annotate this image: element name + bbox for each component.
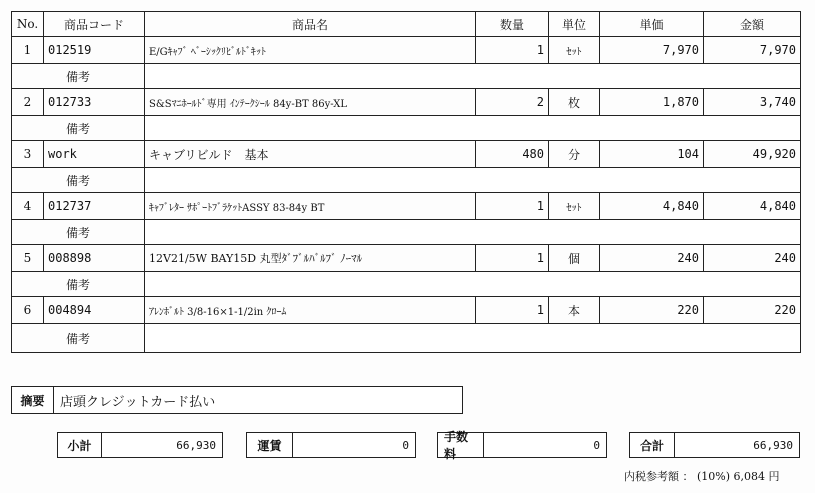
table-row bbox=[12, 89, 801, 116]
table-row bbox=[12, 193, 801, 220]
item-unit: 個 bbox=[549, 245, 600, 272]
item-code: 012519 bbox=[44, 37, 145, 64]
item-price: 220 bbox=[600, 297, 704, 324]
items-table bbox=[11, 11, 801, 353]
remark-value bbox=[145, 116, 801, 141]
item-amount: 3,740 bbox=[704, 89, 801, 116]
item-price: 1,870 bbox=[600, 89, 704, 116]
item-amount: 49,920 bbox=[704, 141, 801, 168]
remark-value bbox=[145, 272, 801, 297]
remark-label: 備考 bbox=[12, 168, 145, 193]
header-row bbox=[12, 12, 801, 37]
remark-row bbox=[12, 168, 801, 193]
header-no: No. bbox=[12, 12, 44, 37]
item-unit: 本 bbox=[549, 297, 600, 324]
fee-value: 0 bbox=[593, 438, 600, 452]
header-name: 商品名 bbox=[145, 12, 476, 37]
remark-value bbox=[145, 324, 801, 353]
total-label: 合計 bbox=[630, 433, 675, 457]
remark-row bbox=[12, 116, 801, 141]
fee-box bbox=[437, 430, 607, 461]
item-code: 012733 bbox=[44, 89, 145, 116]
summary-box bbox=[11, 386, 463, 414]
item-name: E/Gｷｬﾌﾞ ﾍﾞｰｼｯｸﾘﾋﾞﾙﾄﾞｷｯﾄ bbox=[145, 37, 476, 64]
item-price: 240 bbox=[600, 245, 704, 272]
item-code: 012737 bbox=[44, 193, 145, 220]
item-code: 008898 bbox=[44, 245, 145, 272]
remark-value bbox=[145, 64, 801, 89]
subtotal-label: 小計 bbox=[58, 433, 102, 457]
item-qty: 480 bbox=[476, 141, 549, 168]
total-box bbox=[629, 432, 800, 458]
shipping-box bbox=[246, 432, 416, 458]
remark-label: 備考 bbox=[12, 272, 145, 297]
header-unit: 単位 bbox=[549, 12, 600, 37]
item-unit: 分 bbox=[549, 141, 600, 168]
header-code: 商品コード bbox=[44, 12, 145, 37]
fee-label: 手数料 bbox=[438, 433, 484, 457]
summary-label: 摘要 bbox=[12, 387, 54, 413]
item-qty: 1 bbox=[476, 193, 549, 220]
remark-row bbox=[12, 64, 801, 89]
subtotal-box bbox=[57, 432, 223, 458]
item-name: ｱﾚﾝﾎﾞﾙﾄ 3/8-16×1-1/2in ｸﾛｰﾑ bbox=[145, 297, 476, 324]
remark-value bbox=[145, 168, 801, 193]
table-row bbox=[12, 297, 801, 324]
remark-row bbox=[12, 324, 801, 353]
item-name: ｷｬﾌﾞﾚﾀｰ ｻﾎﾟｰﾄﾌﾞﾗｹｯﾄASSY 83-84y BT bbox=[145, 193, 476, 220]
remark-label: 備考 bbox=[12, 324, 145, 353]
item-qty: 1 bbox=[476, 37, 549, 64]
item-code: work bbox=[44, 141, 145, 168]
item-name: キャブリビルド 基本 bbox=[145, 141, 476, 168]
item-no: 3 bbox=[12, 141, 44, 168]
table-row bbox=[12, 37, 801, 64]
item-amount: 7,970 bbox=[704, 37, 801, 64]
item-unit: ｾｯﾄ bbox=[549, 37, 600, 64]
header-qty: 数量 bbox=[476, 12, 549, 37]
item-price: 4,840 bbox=[600, 193, 704, 220]
item-unit: ｾｯﾄ bbox=[549, 193, 600, 220]
total-value: 66,930 bbox=[753, 438, 793, 452]
item-name: S&Sﾏﾆﾎｰﾙﾄﾞ専用 ｲﾝﾃｰｸｼｰﾙ 84y-BT 86y-XL bbox=[145, 89, 476, 116]
summary-value: 店頭クレジットカード払い bbox=[60, 394, 216, 410]
shipping-value: 0 bbox=[402, 438, 409, 452]
item-no: 6 bbox=[12, 297, 44, 324]
remark-label: 備考 bbox=[12, 64, 145, 89]
item-name: 12V21/5W BAY15D 丸型ﾀﾞﾌﾞﾙﾊﾞﾙﾌﾞ ﾉｰﾏﾙ bbox=[145, 245, 476, 272]
item-no: 5 bbox=[12, 245, 44, 272]
remark-label: 備考 bbox=[12, 116, 145, 141]
item-code: 004894 bbox=[44, 297, 145, 324]
shipping-label: 運賃 bbox=[247, 433, 293, 457]
header-price: 単価 bbox=[600, 12, 704, 37]
item-qty: 2 bbox=[476, 89, 549, 116]
item-unit: 枚 bbox=[549, 89, 600, 116]
remark-label: 備考 bbox=[12, 220, 145, 245]
table-row bbox=[12, 245, 801, 272]
item-price: 7,970 bbox=[600, 37, 704, 64]
item-amount: 4,840 bbox=[704, 193, 801, 220]
item-amount: 220 bbox=[704, 297, 801, 324]
subtotal-value: 66,930 bbox=[176, 438, 216, 452]
item-no: 1 bbox=[12, 37, 44, 64]
item-amount: 240 bbox=[704, 245, 801, 272]
item-no: 2 bbox=[12, 89, 44, 116]
tax-note: 内税参考額 ： (10%) 6,084 円 bbox=[624, 470, 780, 483]
item-no: 4 bbox=[12, 193, 44, 220]
item-qty: 1 bbox=[476, 297, 549, 324]
header-amount: 金額 bbox=[704, 12, 801, 37]
item-qty: 1 bbox=[476, 245, 549, 272]
item-price: 104 bbox=[600, 141, 704, 168]
remark-value bbox=[145, 220, 801, 245]
remark-row bbox=[12, 220, 801, 245]
table-row bbox=[12, 141, 801, 168]
remark-row bbox=[12, 272, 801, 297]
